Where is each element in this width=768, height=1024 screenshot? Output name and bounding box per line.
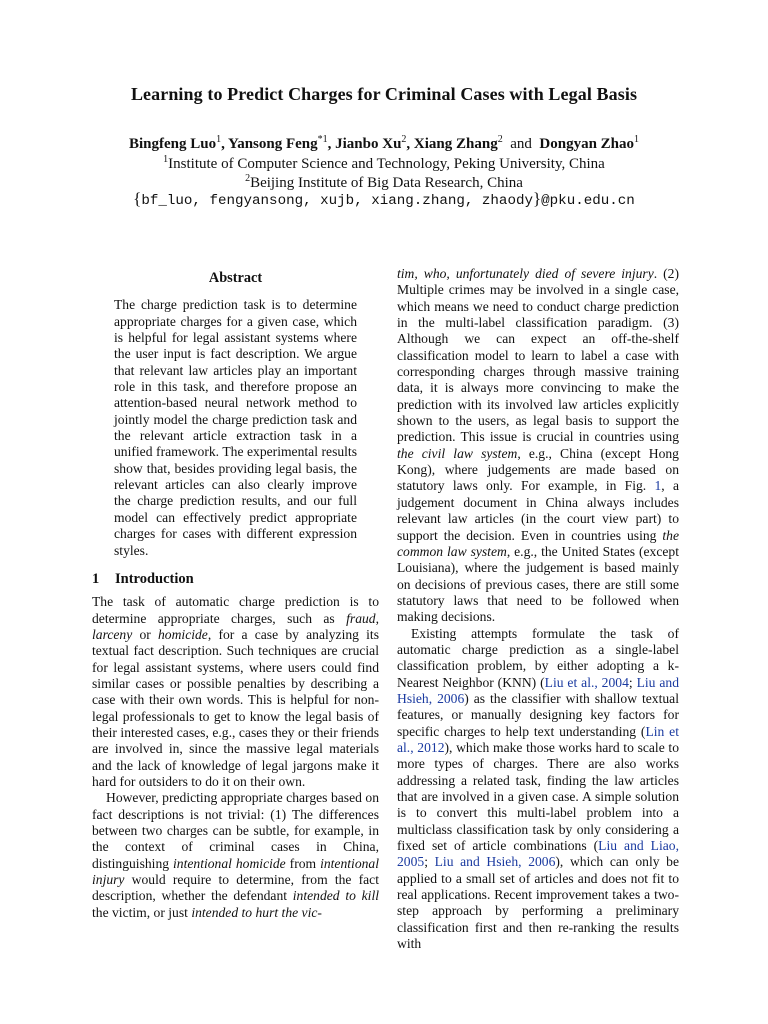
italic-term: the common law system [397,527,679,559]
affiliation-1-text: Institute of Computer Science and Technology, Peking University, China [168,156,605,172]
left-column [92,266,379,921]
intro-paragraph-3: tim, who, unfortunately died of severe injury. (2) Multiple crimes may be involved in a single case, which means we need to conduct charge prediction in the multi-label classification paradigm. (3) Although we can expect an off-the-shelf classification model to learn to label a case with corresponding charges through massive training data, it is always more convincing to make the prediction with its involved law articles explicitly shown to the users, as legal basis to support the prediction. This issue is crucial in countries using the civil law system, e.g., China (except Hong Kong), where judgements are made based on statutory laws only. For example, in Fig. 1, a judgement document in China always includes relevant law articles (in the court view part) to support the decision. Even in countries using the common law system, e.g., the United States (except Louisiana), where the judgement is based mainly on decisions of previous cases, there are still some statutory laws that need to be followed when making decisions. [397,266,680,625]
italic-term: homicide [158,626,208,642]
right-column [397,266,679,952]
section-title: Introduction [115,570,194,587]
abstract-text: The charge prediction task is to determine appropriate charges for a given case, which is helpful for legal assistant systems where the user input is fact description. We argue that relevant law articles play an important role in this task, and therefore propose an attention-based neural network method to jointly model the charge prediction task and the relevant article extraction task in a unified framework. The experimental results show that, besides providing legal basis, the relevant articles can also clearly improve the charge prediction results, and our full model can effectively predict appropriate charges for cases with different expression styles. [114,297,357,558]
author-and-word: and [502,136,540,152]
citation-link[interactable]: 1 [654,478,662,494]
citation-link[interactable]: Liu and Liao, 2005 [397,838,679,870]
affiliation-1-marker: 1 [163,154,169,165]
author-name: Xiang Zhang [413,136,498,152]
author-emails [0,189,768,209]
citation-link[interactable]: Liu and Hsieh, 2006 [434,854,556,870]
section-heading-introduction [92,571,379,587]
abstract-heading: Abstract [208,270,263,286]
email-domain: @pku.edu.cn [541,193,635,209]
email-list: bf_luo, fengyansong, xujb, xiang.zhang, zhaody [141,193,533,209]
intro-paragraph-2: However, predicting appropriate charges based on fact descriptions is not trivial: (1) The differences between two charges can be subtle, for example, in the context of criminal cases in China, distinguishing intentional homicide from intentional injury would require to determine, from the fact description, whether the defendant intended to kill the victim, or just intended to hurt the vic- [92,790,380,920]
citation-link[interactable]: Lin et al., 2012 [397,723,679,755]
author-affiliation-marker: 2 [401,134,407,145]
citation-link[interactable]: Liu and Hsieh, 2006 [397,674,679,706]
affiliation-1 [0,154,768,173]
author-affiliation-marker: 1 [634,134,640,145]
email-open-brace: { [133,189,142,208]
author-name: Yansong Feng [228,136,318,152]
italic-term: intentional homicide [173,855,286,871]
author-name: Bingfeng Luo [128,136,217,152]
italic-term: intended to kill [292,888,380,904]
italic-term: intended to hurt the vic- [191,904,322,920]
italic-term: larceny [92,626,133,642]
italic-term: fraud [346,610,376,626]
affiliation-2-marker: 2 [245,173,251,184]
paper-title: Learning to Predict Charges for Criminal Cases with Legal Basis [130,84,638,104]
intro-paragraph-4: Existing attempts formulate the task of automatic charge prediction as a single-label classification problem, by either adopting a k-Nearest Neighbor (KNN) (Liu et al., 2004; Liu and Hsieh, 2006) as the classifier with shallow textual features, or manually designing key factors for specific charges to help text understanding (Lin et al., 2012), which make those works hard to scale to more types of charges. There are also works addressing a related task, finding the law articles that are involved in a given case. A simple solution is to convert this multi-label problem into a multiclass classification task by only considering a fixed set of article combinations (Liu and Liao, 2005; Liu and Hsieh, 2006), which can only be applied to a small set of articles and does not fit to real applications. Recent improvement takes a two-step approach by performing a preliminary classification first and then re-ranking the results with [397,625,679,952]
author-affiliation-marker: 2 [497,134,503,145]
italic-term: the civil law system [397,445,518,461]
italic-term: tim, who, unfortunately died of severe injury [397,266,654,281]
italic-term: intentional injury [92,855,379,888]
email-close-brace: } [532,189,542,208]
author-list: Bingfeng Luo$^1$, Yansong Feng$^{*1}$, Jianbo Xu$^2$, Xiang Zhang$^2$ and Dongyan Zhao$^1$ [128,134,640,152]
intro-paragraph-1: The task of automatic charge prediction is to determine appropriate charges, such as fraud, larceny or homicide, for a case by analyzing its textual fact description. Such techniques are crucial for legal assistant systems, where users could find similar cases or possible penalties by describing a case with their own words. This is helpful for non-legal professionals to get to know the legal basis of their interested cases, e.g., cases they or their friends are involved in, since the massive legal materials and the lack of knowledge of legal jargons make it hard for outsiders to do it on their own. [92,594,380,789]
author-name: Dongyan Zhao [539,136,635,152]
citation-link[interactable]: Liu et al., 2004 [544,674,629,690]
author-name: Jianbo Xu [335,136,402,152]
section-number: 1 [92,570,100,587]
author-affiliation-marker: *1 [317,134,328,145]
author-affiliation-marker: 1 [216,134,222,145]
affiliation-2-text: Beijing Institute of Big Data Research, China [250,175,523,191]
